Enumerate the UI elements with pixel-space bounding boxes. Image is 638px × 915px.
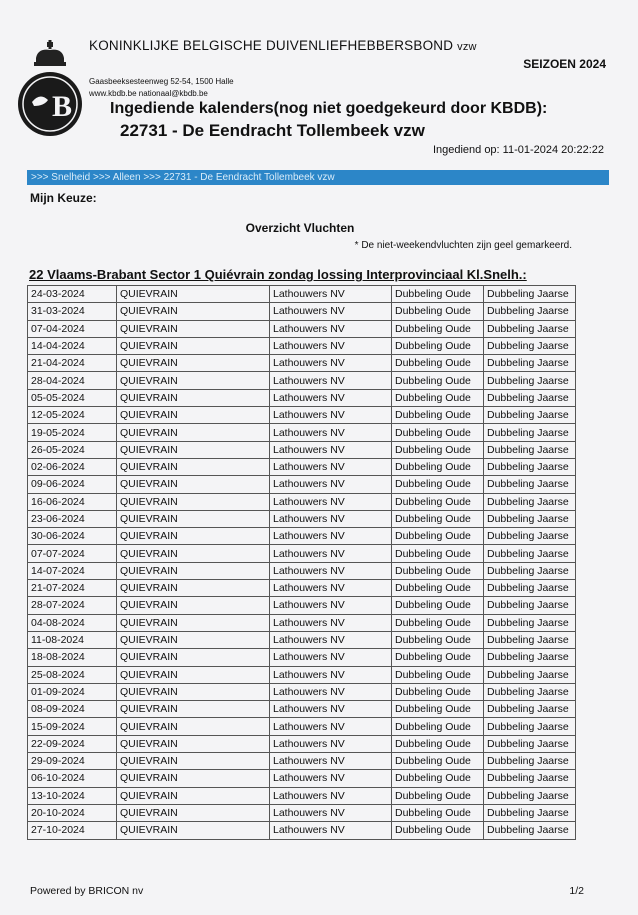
release-location: QUIEVRAIN [117,666,270,683]
powered-by: Powered by BRICON nv [30,885,144,897]
release-location: QUIEVRAIN [117,458,270,475]
table-row [28,562,576,579]
category-old: Dubbeling Oude [392,787,484,804]
category-old: Dubbeling Oude [392,701,484,718]
category-young: Dubbeling Jaarse [484,666,576,683]
category-young: Dubbeling Jaarse [484,683,576,700]
table-row [28,528,576,545]
category-old: Dubbeling Oude [392,441,484,458]
flight-date: 29-09-2024 [28,753,117,770]
flight-date: 12-05-2024 [28,407,117,424]
table-row [28,753,576,770]
flight-date: 28-07-2024 [28,597,117,614]
category-old: Dubbeling Oude [392,528,484,545]
flight-date: 15-09-2024 [28,718,117,735]
release-location: QUIEVRAIN [117,337,270,354]
season-label: SEIZOEN 2024 [523,57,606,71]
category-old: Dubbeling Oude [392,597,484,614]
transporter: Lathouwers NV [270,701,392,718]
category-old: Dubbeling Oude [392,320,484,337]
flight-date: 21-07-2024 [28,580,117,597]
category-young: Dubbeling Jaarse [484,822,576,839]
category-young: Dubbeling Jaarse [484,355,576,372]
category-old: Dubbeling Oude [392,476,484,493]
flight-date: 30-06-2024 [28,528,117,545]
category-old: Dubbeling Oude [392,822,484,839]
flight-date: 19-05-2024 [28,424,117,441]
category-young: Dubbeling Jaarse [484,804,576,821]
category-old: Dubbeling Oude [392,683,484,700]
category-young: Dubbeling Jaarse [484,303,576,320]
transporter: Lathouwers NV [270,787,392,804]
category-old: Dubbeling Oude [392,493,484,510]
transporter: Lathouwers NV [270,718,392,735]
release-location: QUIEVRAIN [117,510,270,527]
category-young: Dubbeling Jaarse [484,372,576,389]
category-young: Dubbeling Jaarse [484,389,576,406]
page-number: 1/2 [569,885,584,897]
transporter: Lathouwers NV [270,493,392,510]
category-young: Dubbeling Jaarse [484,770,576,787]
flight-date: 31-03-2024 [28,303,117,320]
release-location: QUIEVRAIN [117,286,270,303]
release-location: QUIEVRAIN [117,424,270,441]
table-row [28,822,576,839]
transporter: Lathouwers NV [270,286,392,303]
weekend-note: * De niet-weekendvluchten zijn geel gemarkeerd. [354,240,572,251]
flight-date: 06-10-2024 [28,770,117,787]
release-location: QUIEVRAIN [117,545,270,562]
release-location: QUIEVRAIN [117,597,270,614]
transporter: Lathouwers NV [270,562,392,579]
table-row [28,701,576,718]
category-old: Dubbeling Oude [392,580,484,597]
breadcrumb[interactable]: >>> Snelheid >>> Alleen >>> 22731 - De Eendracht Tollembeek vzw [27,170,609,185]
section-title: 22 Vlaams-Brabant Sector 1 Quiévrain zondag lossing Interprovinciaal Kl.Snelh.: [29,267,527,282]
transporter: Lathouwers NV [270,735,392,752]
category-old: Dubbeling Oude [392,372,484,389]
category-old: Dubbeling Oude [392,303,484,320]
category-young: Dubbeling Jaarse [484,614,576,631]
release-location: QUIEVRAIN [117,753,270,770]
category-young: Dubbeling Jaarse [484,787,576,804]
release-location: QUIEVRAIN [117,718,270,735]
category-old: Dubbeling Oude [392,424,484,441]
flight-date: 14-04-2024 [28,337,117,354]
table-row [28,337,576,354]
release-location: QUIEVRAIN [117,614,270,631]
transporter: Lathouwers NV [270,337,392,354]
table-row [28,372,576,389]
release-location: QUIEVRAIN [117,770,270,787]
release-location: QUIEVRAIN [117,787,270,804]
category-old: Dubbeling Oude [392,614,484,631]
transporter: Lathouwers NV [270,666,392,683]
org-suffix: vzw [457,41,477,53]
table-row [28,580,576,597]
category-old: Dubbeling Oude [392,389,484,406]
flight-date: 25-08-2024 [28,666,117,683]
flight-date: 24-03-2024 [28,286,117,303]
flight-date: 23-06-2024 [28,510,117,527]
table-row [28,389,576,406]
flight-date: 16-06-2024 [28,493,117,510]
flights-body [28,286,576,840]
transporter: Lathouwers NV [270,424,392,441]
club-name: 22731 - De Eendracht Tollembeek vzw [120,121,425,140]
transporter: Lathouwers NV [270,545,392,562]
flight-date: 04-08-2024 [28,614,117,631]
flight-date: 21-04-2024 [28,355,117,372]
flight-date: 08-09-2024 [28,701,117,718]
table-row [28,735,576,752]
category-young: Dubbeling Jaarse [484,701,576,718]
org-name-text: KONINKLIJKE BELGISCHE DUIVENLIEFHEBBERSBOND [89,38,454,53]
category-young: Dubbeling Jaarse [484,510,576,527]
category-old: Dubbeling Oude [392,631,484,648]
category-young: Dubbeling Jaarse [484,320,576,337]
transporter: Lathouwers NV [270,614,392,631]
table-row [28,649,576,666]
transporter: Lathouwers NV [270,510,392,527]
table-row [28,303,576,320]
submitted-timestamp: Ingediend op: 11-01-2024 20:22:22 [432,144,604,156]
release-location: QUIEVRAIN [117,701,270,718]
flight-date: 07-04-2024 [28,320,117,337]
category-old: Dubbeling Oude [392,718,484,735]
category-young: Dubbeling Jaarse [484,441,576,458]
release-location: QUIEVRAIN [117,528,270,545]
category-young: Dubbeling Jaarse [484,476,576,493]
flight-date: 07-07-2024 [28,545,117,562]
transporter: Lathouwers NV [270,649,392,666]
flights-table [27,285,576,840]
table-row [28,355,576,372]
flight-date: 13-10-2024 [28,787,117,804]
table-row [28,476,576,493]
release-location: QUIEVRAIN [117,441,270,458]
release-location: QUIEVRAIN [117,580,270,597]
category-old: Dubbeling Oude [392,770,484,787]
flight-date: 27-10-2024 [28,822,117,839]
category-young: Dubbeling Jaarse [484,337,576,354]
flight-date: 14-07-2024 [28,562,117,579]
flight-date: 20-10-2024 [28,804,117,821]
transporter: Lathouwers NV [270,441,392,458]
category-young: Dubbeling Jaarse [484,545,576,562]
flight-date: 22-09-2024 [28,735,117,752]
flight-date: 09-06-2024 [28,476,117,493]
release-location: QUIEVRAIN [117,372,270,389]
category-old: Dubbeling Oude [392,286,484,303]
category-old: Dubbeling Oude [392,355,484,372]
category-young: Dubbeling Jaarse [484,562,576,579]
org-name [89,38,477,53]
table-row [28,614,576,631]
category-young: Dubbeling Jaarse [484,753,576,770]
transporter: Lathouwers NV [270,458,392,475]
logo-letter: B [52,90,73,123]
transporter: Lathouwers NV [270,407,392,424]
table-row [28,441,576,458]
category-young: Dubbeling Jaarse [484,493,576,510]
table-row [28,683,576,700]
category-old: Dubbeling Oude [392,666,484,683]
category-old: Dubbeling Oude [392,458,484,475]
table-row [28,770,576,787]
release-location: QUIEVRAIN [117,389,270,406]
category-young: Dubbeling Jaarse [484,631,576,648]
transporter: Lathouwers NV [270,303,392,320]
table-row [28,804,576,821]
transporter: Lathouwers NV [270,389,392,406]
transporter: Lathouwers NV [270,355,392,372]
category-young: Dubbeling Jaarse [484,735,576,752]
category-old: Dubbeling Oude [392,545,484,562]
release-location: QUIEVRAIN [117,493,270,510]
release-location: QUIEVRAIN [117,649,270,666]
category-young: Dubbeling Jaarse [484,649,576,666]
my-choice-label: Mijn Keuze: [30,191,97,205]
table-row [28,407,576,424]
flight-date: 01-09-2024 [28,683,117,700]
category-young: Dubbeling Jaarse [484,458,576,475]
category-young: Dubbeling Jaarse [484,528,576,545]
table-row [28,597,576,614]
category-young: Dubbeling Jaarse [484,597,576,614]
transporter: Lathouwers NV [270,631,392,648]
release-location: QUIEVRAIN [117,303,270,320]
flight-date: 11-08-2024 [28,631,117,648]
transporter: Lathouwers NV [270,476,392,493]
release-location: QUIEVRAIN [117,562,270,579]
flight-date: 05-05-2024 [28,389,117,406]
flight-date: 02-06-2024 [28,458,117,475]
category-old: Dubbeling Oude [392,753,484,770]
transporter: Lathouwers NV [270,753,392,770]
release-location: QUIEVRAIN [117,355,270,372]
table-row [28,666,576,683]
category-old: Dubbeling Oude [392,407,484,424]
table-row [28,286,576,303]
transporter: Lathouwers NV [270,822,392,839]
transporter: Lathouwers NV [270,804,392,821]
address-block [89,76,234,100]
release-location: QUIEVRAIN [117,631,270,648]
category-old: Dubbeling Oude [392,510,484,527]
table-row [28,631,576,648]
category-old: Dubbeling Oude [392,735,484,752]
kbdb-logo [14,40,86,140]
transporter: Lathouwers NV [270,683,392,700]
table-row [28,458,576,475]
calendar-title: Ingediende kalenders(nog niet goedgekeurd door KBDB): [110,100,548,117]
category-old: Dubbeling Oude [392,649,484,666]
table-row [28,424,576,441]
category-young: Dubbeling Jaarse [484,580,576,597]
release-location: QUIEVRAIN [117,320,270,337]
transporter: Lathouwers NV [270,770,392,787]
category-old: Dubbeling Oude [392,804,484,821]
category-young: Dubbeling Jaarse [484,424,576,441]
overview-title: Overzicht Vluchten [245,221,355,235]
category-young: Dubbeling Jaarse [484,718,576,735]
flight-date: 28-04-2024 [28,372,117,389]
release-location: QUIEVRAIN [117,476,270,493]
transporter: Lathouwers NV [270,528,392,545]
table-row [28,320,576,337]
release-location: QUIEVRAIN [117,822,270,839]
flight-date: 18-08-2024 [28,649,117,666]
transporter: Lathouwers NV [270,597,392,614]
table-row [28,718,576,735]
flight-date: 26-05-2024 [28,441,117,458]
transporter: Lathouwers NV [270,580,392,597]
transporter: Lathouwers NV [270,372,392,389]
release-location: QUIEVRAIN [117,804,270,821]
category-old: Dubbeling Oude [392,337,484,354]
release-location: QUIEVRAIN [117,735,270,752]
table-row [28,510,576,527]
table-row [28,787,576,804]
table-row [28,545,576,562]
category-young: Dubbeling Jaarse [484,286,576,303]
release-location: QUIEVRAIN [117,407,270,424]
address-line: Gaasbeeksesteenweg 52-54, 1500 Halle [89,77,234,86]
category-old: Dubbeling Oude [392,562,484,579]
category-young: Dubbeling Jaarse [484,407,576,424]
transporter: Lathouwers NV [270,320,392,337]
release-location: QUIEVRAIN [117,683,270,700]
contact-line: www.kbdb.be nationaal@kbdb.be [89,89,208,98]
table-row [28,493,576,510]
